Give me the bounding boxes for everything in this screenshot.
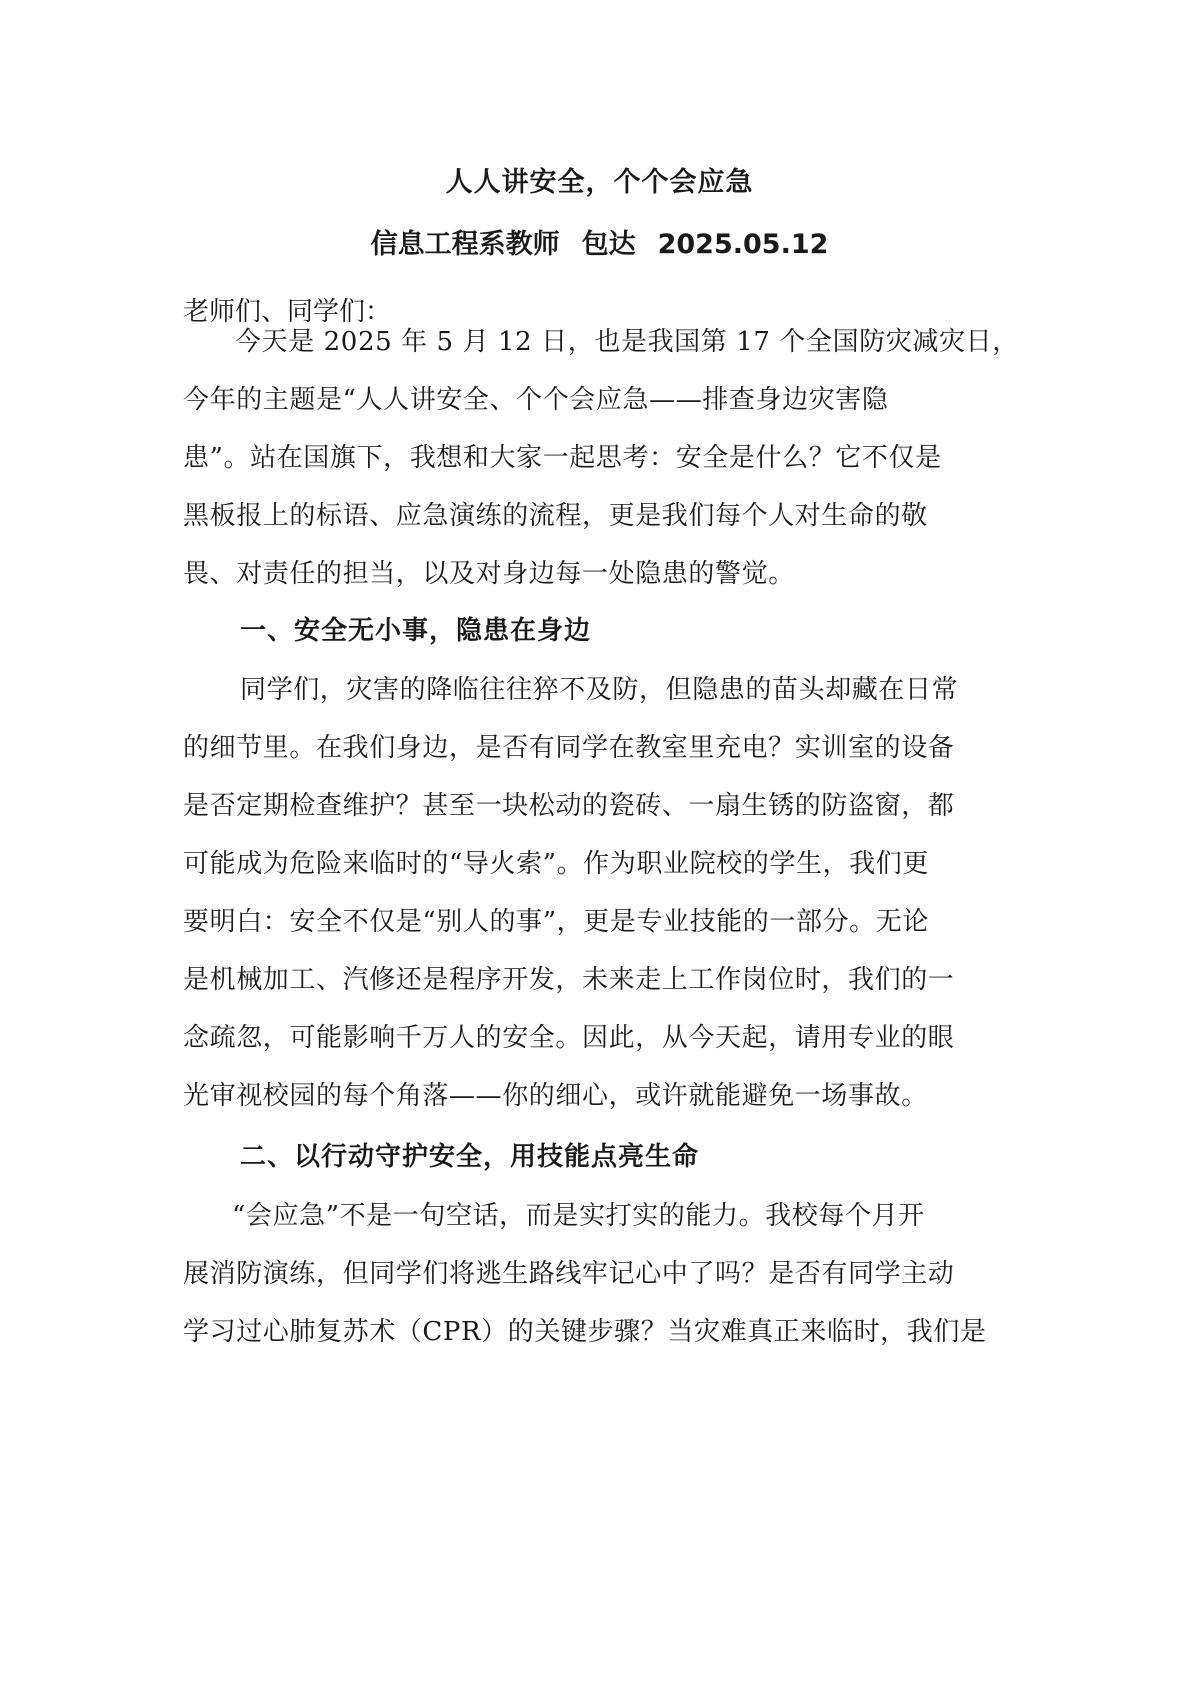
paragraph-line: 今天是 2025 年 5 月 12 日，也是我国第 17 个全国防灾减灾日， xyxy=(235,327,1019,357)
paragraph-line: 可能成为危险来临时的“导火索”。作为职业院校的学生，我们更 xyxy=(183,849,929,879)
author-role: 信息工程系教师 xyxy=(370,229,560,260)
paragraph-line: 念疏忽，可能影响千万人的安全。因此，从今天起，请用专业的眼 xyxy=(183,1023,955,1053)
speech-date: 2025.05.12 xyxy=(657,229,829,260)
section-heading-2: 二、以行动守护安全，用技能点亮生命 xyxy=(240,1142,700,1172)
paragraph-line: 光审视校园的每个角落——你的细心，或许就能避免一场事故。 xyxy=(183,1081,928,1111)
paragraph-line: 要明白：安全不仅是“别人的事”，更是专业技能的一部分。无论 xyxy=(183,907,929,937)
paragraph-line: 同学们，灾害的降临往往猝不及防，但隐患的苗头却藏在日常 xyxy=(240,675,959,705)
paragraph-line: 的细节里。在我们身边，是否有同学在教室里充电？实训室的设备 xyxy=(183,733,955,763)
paragraph-line: 是否定期检查维护？甚至一块松动的瓷砖、一扇生锈的防盗窗，都 xyxy=(183,791,955,821)
document-title: 人人讲安全，个个会应急 xyxy=(445,167,754,198)
paragraph-line: 是机械加工、汽修还是程序开发，未来走上工作岗位时，我们的一 xyxy=(183,965,955,995)
paragraph-line: “会应急”不是一句空话，而是实打实的能力。我校每个月开 xyxy=(232,1201,925,1231)
paragraph-line: 黑板报上的标语、应急演练的流程，更是我们每个人对生命的敬 xyxy=(183,501,928,531)
paragraph-line: 展消防演练，但同学们将逃生路线牢记心中了吗？是否有同学主动 xyxy=(183,1259,955,1289)
paragraph-line: 畏、对责任的担当，以及对身边每一处隐患的警觉。 xyxy=(183,559,795,589)
paragraph-line: 学习过心肺复苏术（CPR）的关键步骤？当灾难真正来临时，我们是 xyxy=(183,1317,987,1347)
section-heading-1: 一、安全无小事，隐患在身边 xyxy=(240,616,592,646)
salutation: 老师们、同学们： xyxy=(183,297,392,327)
author-name: 包达 xyxy=(581,229,636,260)
paragraph-line: 今年的主题是“人人讲安全、个个会应急——排查身边灾害隐 xyxy=(183,385,889,415)
byline xyxy=(0,222,1199,261)
paragraph-line: 患”。站在国旗下，我想和大家一起思考：安全是什么？它不仅是 xyxy=(183,443,942,473)
